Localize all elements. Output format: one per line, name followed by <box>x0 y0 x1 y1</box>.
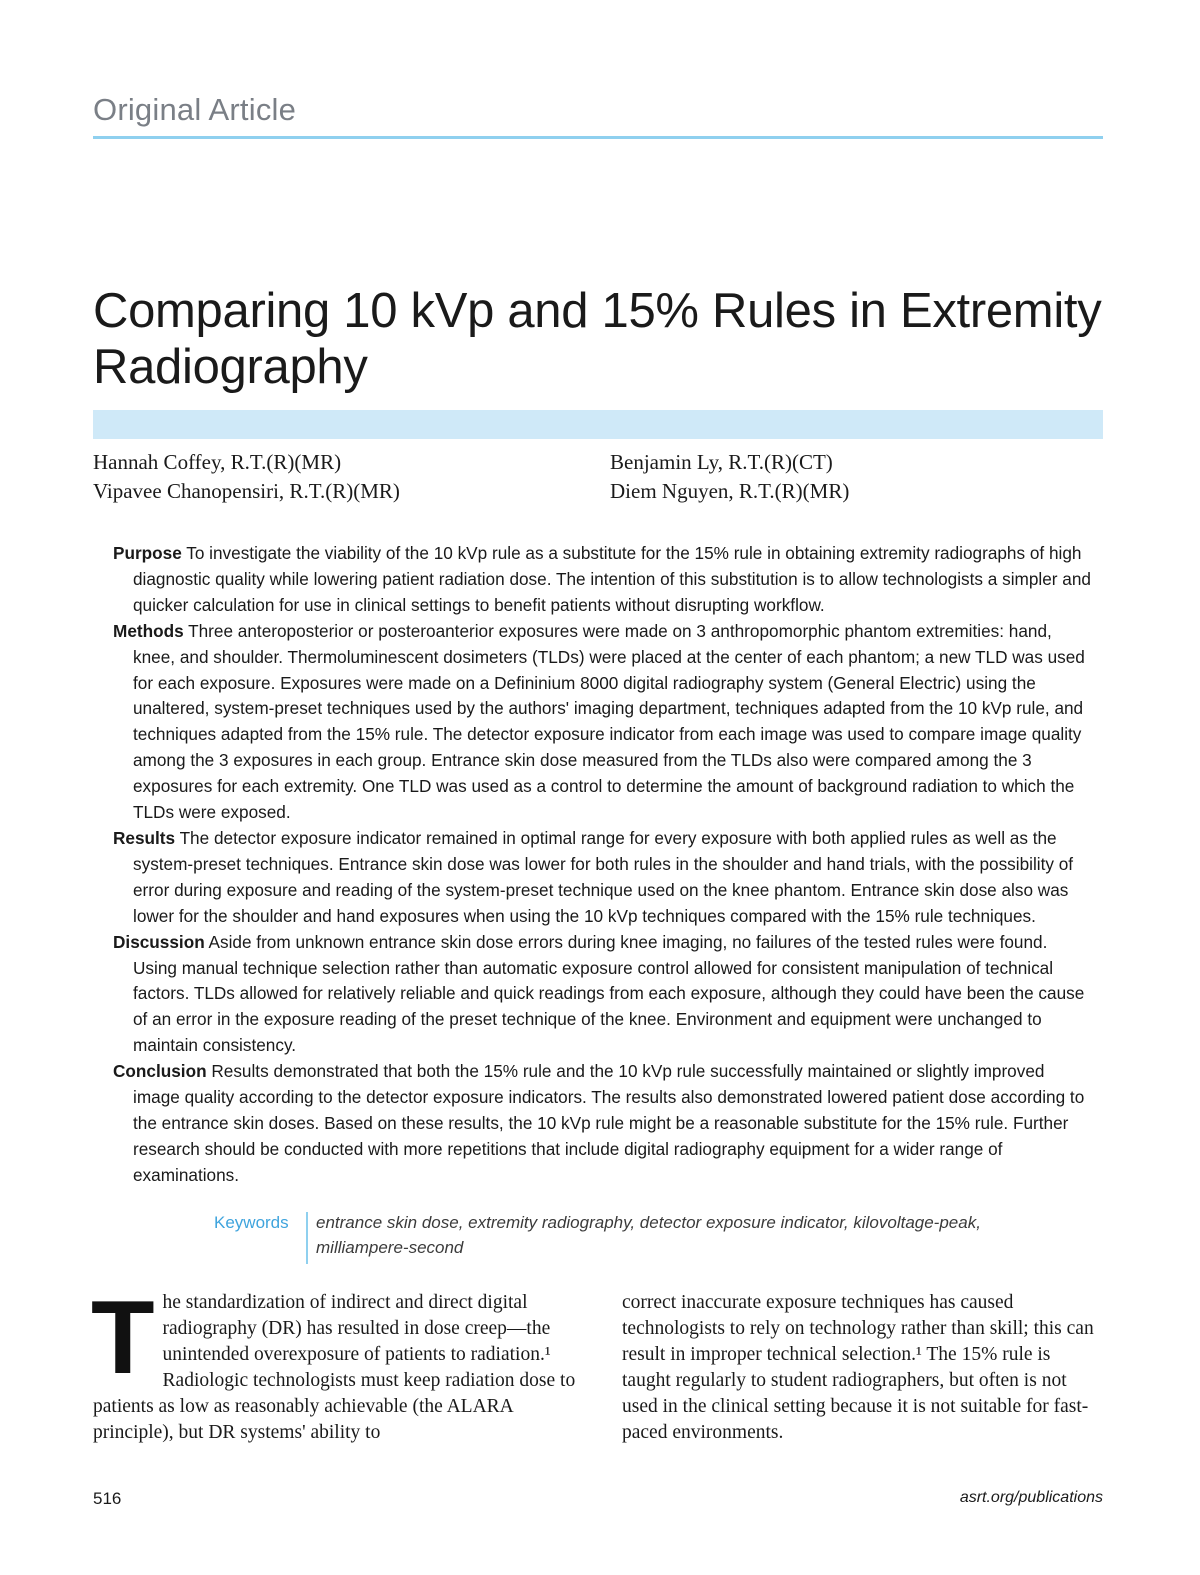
title-accent-bar <box>93 410 1103 439</box>
abstract-discussion <box>113 930 1095 1060</box>
footer-url: asrt.org/publications <box>959 1489 1103 1506</box>
abstract-heading: Methods <box>113 620 184 641</box>
abstract-results <box>113 826 1095 930</box>
abstract-heading: Discussion <box>113 931 205 952</box>
keywords-text: entrance skin dose, extremity radiography, detector exposure indicator, kilovoltage-peak, milliampere-second <box>316 1213 981 1257</box>
body-column-left <box>91 1280 597 1446</box>
author-column-right <box>610 448 849 506</box>
author-name: Hannah Coffey, R.T.(R)(MR) <box>93 450 342 474</box>
abstract-text: Aside from unknown entrance skin dose errors during knee imaging, no failures of the tested rules were found. Using manual technique selection rather than automatic exposure control allowed for consistent manipulation of technical factors. TLDs allowed for relatively reliable and quick readings from each exposure, although they could have been the cause of an error in the exposure reading of the preset technique of the knee. Environment and equipment were unchanged to maintain consistency. <box>133 931 1085 1056</box>
keywords-label: Keywords <box>214 1213 289 1232</box>
abstract-methods <box>113 619 1095 826</box>
abstract-conclusion <box>113 1059 1095 1189</box>
abstract-text: Three anteroposterior or posteroanterior exposures were made on 3 anthropomorphic phantom extremities: hand, knee, and shoulder. Thermoluminescent dosimeters (TLDs) were placed at the center of each phantom; a new TLD was used for each exposure. Exposures were made on a Defininium 8000 digital radiography system (General Electric) using the unaltered, system-preset techniques used by the authors' imaging department, techniques adapted from the 10 kVp rule, and techniques adapted from the 15% rule. The detector exposure indicator from each image was used to compare image quality among the 3 exposures in each group. Entrance skin dose measured from the TLDs also were compared among the 3 exposures for each extremity. One TLD was used as a control to determine the amount of background radiation to which the TLDs were exposed. <box>133 620 1085 823</box>
abstract-heading: Purpose <box>113 543 182 563</box>
header-rule <box>93 136 1103 139</box>
abstract <box>113 541 1095 1189</box>
abstract-purpose <box>113 541 1095 619</box>
keywords-divider <box>306 1212 308 1264</box>
body-text: correct inaccurate exposure techniques has caused technologists to rely on technology rather than skill; this can result in improper technical selection.¹ The 15% rule is taught regularly to student radiographers, but often is not used in the clinical setting because it is not suitable for fast-paced environments. <box>622 1292 1094 1443</box>
abstract-text: The detector exposure indicator remained in optimal range for every exposure with both applied rules as well as the system-preset techniques. Entrance skin dose was lower for both rules in the shoulder and hand trials, with the possibility of error during exposure and reading of the system-preset technique used on the knee phantom. Entrance skin dose also was lower for the shoulder and hand exposures when using the 10 kVp techniques compared with the 15% rule techniques. <box>133 827 1074 926</box>
abstract-text: Results demonstrated that both the 15% rule and the 10 kVp rule successfully maintained or slightly improved image quality according to the detector exposure indicators. The results also demonstrated lowered patient dose according to the entrance skin doses. Based on these results, the 10 kVp rule might be a reasonable substitute for the 15% rule. Further research should be conducted with more repetitions that include digital radiography equipment for a wider range of examinations. <box>133 1061 1085 1185</box>
drop-cap: T <box>91 1280 155 1396</box>
author-name: Diem Nguyen, R.T.(R)(MR) <box>610 479 850 503</box>
body-text: he standardization of indirect and direct digital radiography (DR) has resulted in dose creep—the unintended overexposure of patients to radiation.¹ Radiologic technologists must keep radiation dose to patients as low as reasonably achievable (the ALARA principle), but DR systems' ability to <box>93 1292 576 1443</box>
author-column-left <box>93 448 400 506</box>
author-name: Benjamin Ly, R.T.(R)(CT) <box>610 450 833 474</box>
abstract-text: To investigate the viability of the 10 kVp rule as a substitute for the 15% rule in obtaining extremity radiographs of high diagnostic quality while lowering patient radiation dose. The intention of this substitution is to allow technologists a simpler and quicker calculation for use in clinical settings to benefit patients without disrupting workflow. <box>133 543 1091 615</box>
page-number: 516 <box>93 1489 122 1508</box>
article-title: Comparing 10 kVp and 15% Rules in Extremity Radiography <box>93 284 1102 394</box>
abstract-heading: Results <box>113 827 176 848</box>
body-column-right <box>622 1290 1102 1446</box>
author-name: Vipavee Chanopensiri, R.T.(R)(MR) <box>93 479 400 503</box>
section-label: Original Article <box>93 92 297 127</box>
abstract-heading: Conclusion <box>113 1061 207 1082</box>
